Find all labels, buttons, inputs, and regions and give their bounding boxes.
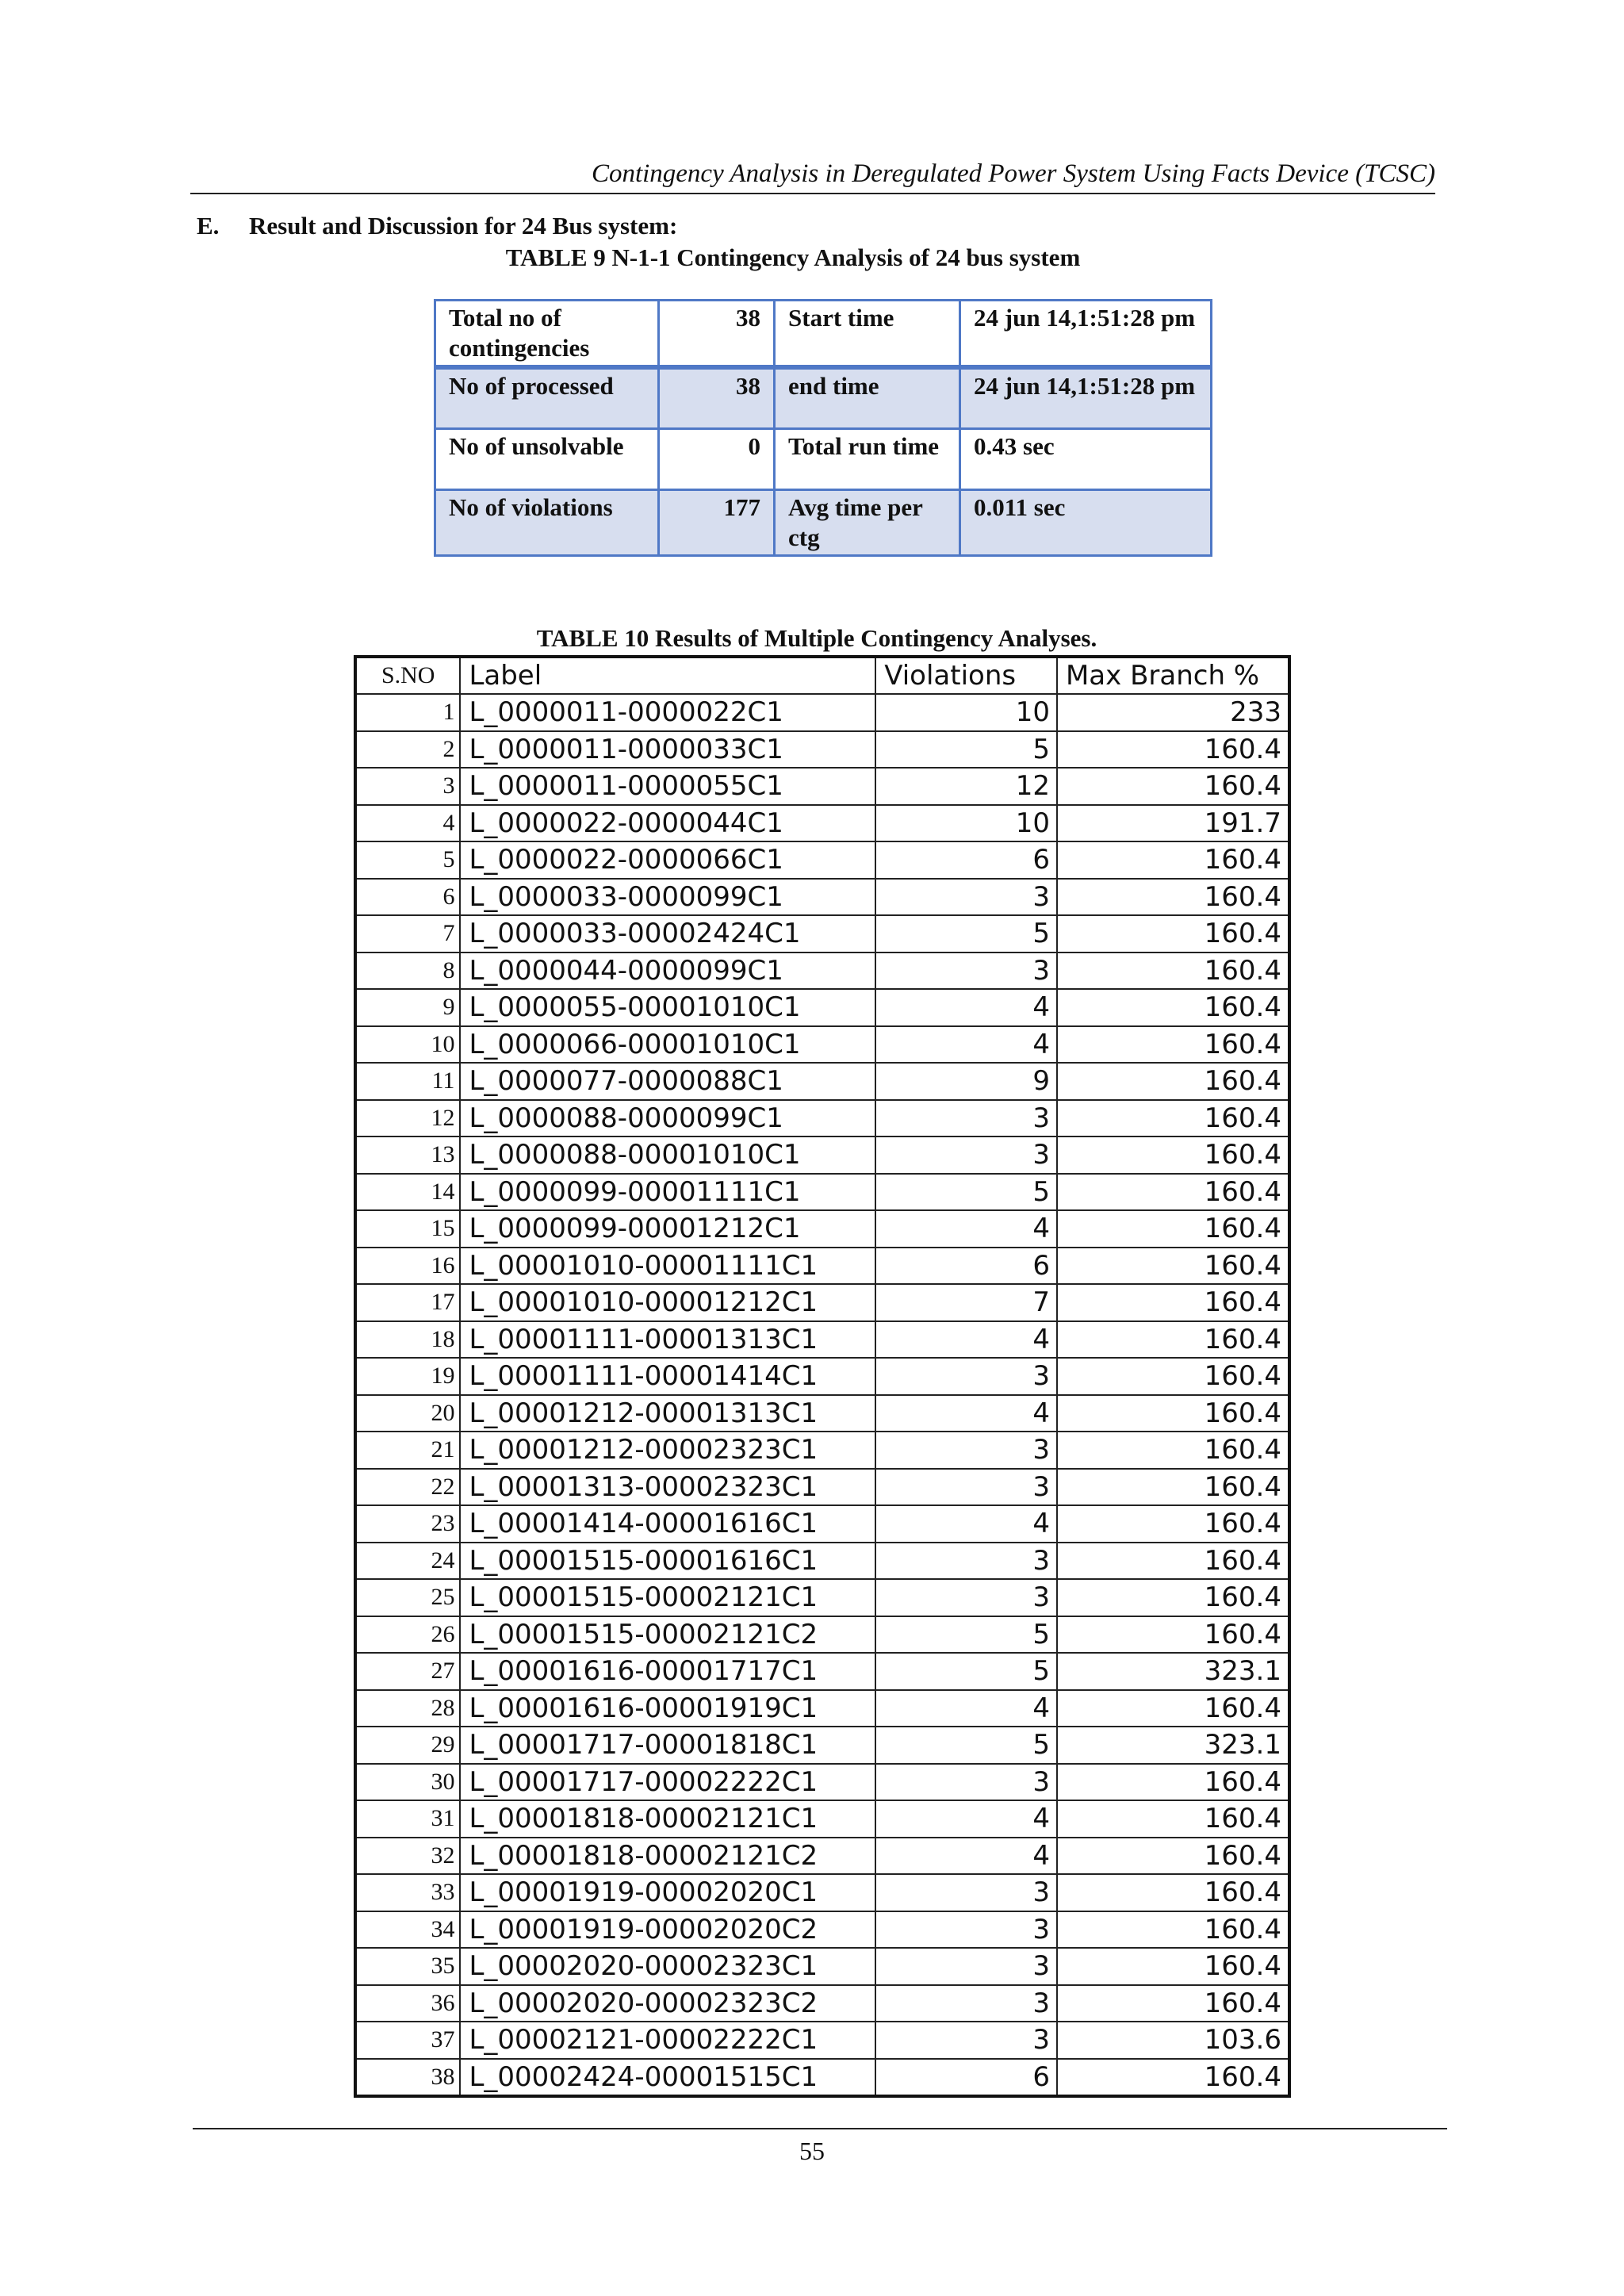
- table-cell: 323.1: [1057, 1653, 1289, 1690]
- table-row: [355, 731, 1289, 769]
- table-cell: 3: [875, 1874, 1057, 1911]
- table-cell: 191.7: [1057, 805, 1289, 842]
- table-cell: 160.4: [1057, 915, 1289, 953]
- table-row: [355, 1543, 1289, 1580]
- table-row: [355, 1395, 1289, 1432]
- table-row: [355, 1911, 1289, 1949]
- table-cell: L_0000022-0000066C1: [460, 841, 875, 879]
- column-header: S.NO: [355, 657, 460, 694]
- table-row: [355, 694, 1289, 731]
- multiple-contingency-results-table: [354, 655, 1291, 2098]
- table-cell: 160.4: [1057, 731, 1289, 769]
- table-cell: L_0000044-0000099C1: [460, 953, 875, 990]
- table-cell: 3: [355, 768, 460, 805]
- table-cell: 3: [875, 1543, 1057, 1580]
- table-cell: 6: [875, 841, 1057, 879]
- table-cell: 103.6: [1057, 2022, 1289, 2059]
- table-cell: L_00001717-00002222C1: [460, 1764, 875, 1801]
- table-cell: L_0000011-0000022C1: [460, 694, 875, 731]
- table-cell: 3: [875, 1432, 1057, 1469]
- table-row: [355, 1026, 1289, 1064]
- table-cell: 11: [355, 1063, 460, 1100]
- summary-row: [435, 367, 1212, 428]
- table-cell: 18: [355, 1321, 460, 1359]
- table-cell: 14: [355, 1174, 460, 1211]
- table-header-row: [355, 657, 1289, 694]
- table-cell: L_0000033-00002424C1: [460, 915, 875, 953]
- table-cell: 160.4: [1057, 1838, 1289, 1875]
- section-heading: [197, 210, 677, 242]
- table-cell: 38: [355, 2059, 460, 2096]
- table-cell: 3: [875, 1137, 1057, 1174]
- table-cell: 35: [355, 1948, 460, 1985]
- table-row: [355, 1137, 1289, 1174]
- table-cell: 160.4: [1057, 1469, 1289, 1506]
- table-cell: 12: [355, 1100, 460, 1137]
- table-cell: 160.4: [1057, 1505, 1289, 1543]
- table-row: [355, 1948, 1289, 1985]
- table-cell: 160.4: [1057, 989, 1289, 1026]
- table-cell: L_00001414-00001616C1: [460, 1505, 875, 1543]
- table-cell: 160.4: [1057, 1321, 1289, 1359]
- table-cell: 5: [875, 1174, 1057, 1211]
- table-cell: L_0000066-00001010C1: [460, 1026, 875, 1064]
- table-cell: 23: [355, 1505, 460, 1543]
- table-cell: 21: [355, 1432, 460, 1469]
- summary-cell: 24 jun 14,1:51:28 pm: [960, 367, 1212, 428]
- table-cell: 3: [875, 1911, 1057, 1949]
- table-cell: L_00002121-00002222C1: [460, 2022, 875, 2059]
- table-cell: L_00001111-00001313C1: [460, 1321, 875, 1359]
- table-row: [355, 1874, 1289, 1911]
- table-row: [355, 2022, 1289, 2059]
- summary-cell: 177: [659, 489, 775, 555]
- table-cell: 4: [875, 1690, 1057, 1727]
- table-cell: 4: [875, 989, 1057, 1026]
- table-cell: 3: [875, 2022, 1057, 2059]
- table-cell: 29: [355, 1727, 460, 1764]
- table-row: [355, 1063, 1289, 1100]
- table-cell: L_0000011-0000055C1: [460, 768, 875, 805]
- table-cell: 160.4: [1057, 1210, 1289, 1248]
- summary-cell: Avg time per ctg: [775, 489, 960, 555]
- table-cell: 3: [875, 1985, 1057, 2022]
- table-cell: 160.4: [1057, 1948, 1289, 1985]
- table-row: [355, 1432, 1289, 1469]
- table-cell: 160.4: [1057, 1100, 1289, 1137]
- table-row: [355, 841, 1289, 879]
- table-cell: 24: [355, 1543, 460, 1580]
- summary-cell: 0.43 sec: [960, 428, 1212, 489]
- table-row: [355, 1100, 1289, 1137]
- table-cell: L_00001919-00002020C2: [460, 1911, 875, 1949]
- table-cell: 4: [875, 1505, 1057, 1543]
- table-cell: L_00002020-00002323C1: [460, 1948, 875, 1985]
- table-cell: 7: [875, 1284, 1057, 1321]
- table-row: [355, 1321, 1289, 1359]
- table-cell: 3: [875, 1100, 1057, 1137]
- section-label: E.: [197, 212, 220, 240]
- table-cell: 4: [355, 805, 460, 842]
- table-cell: 32: [355, 1838, 460, 1875]
- table-cell: 5: [875, 1653, 1057, 1690]
- table-cell: L_0000055-00001010C1: [460, 989, 875, 1026]
- table-cell: L_0000088-0000099C1: [460, 1100, 875, 1137]
- summary-cell: No of processed: [435, 367, 659, 428]
- summary-row: [435, 301, 1212, 368]
- table-cell: L_00002424-00001515C1: [460, 2059, 875, 2096]
- table-cell: L_00001212-00001313C1: [460, 1395, 875, 1432]
- table-cell: L_0000099-00001111C1: [460, 1174, 875, 1211]
- table-cell: 160.4: [1057, 1063, 1289, 1100]
- table-row: [355, 1985, 1289, 2022]
- table-row: [355, 2059, 1289, 2096]
- table-cell: 13: [355, 1137, 460, 1174]
- table-cell: 323.1: [1057, 1727, 1289, 1764]
- table-cell: L_00001010-00001111C1: [460, 1248, 875, 1285]
- table-cell: 20: [355, 1395, 460, 1432]
- table-row: [355, 1174, 1289, 1211]
- table-cell: 160.4: [1057, 879, 1289, 916]
- table-row: [355, 1358, 1289, 1395]
- table-cell: 160.4: [1057, 1137, 1289, 1174]
- table-cell: L_00001010-00001212C1: [460, 1284, 875, 1321]
- table-cell: L_00001616-00001717C1: [460, 1653, 875, 1690]
- table-cell: 17: [355, 1284, 460, 1321]
- summary-cell: Total run time: [775, 428, 960, 489]
- table-cell: L_0000022-0000044C1: [460, 805, 875, 842]
- column-header: Max Branch %: [1057, 657, 1289, 694]
- table-cell: L_00001616-00001919C1: [460, 1690, 875, 1727]
- table-cell: 34: [355, 1911, 460, 1949]
- summary-cell: No of unsolvable: [435, 428, 659, 489]
- table-cell: 3: [875, 953, 1057, 990]
- table-row: [355, 915, 1289, 953]
- table-cell: L_0000099-00001212C1: [460, 1210, 875, 1248]
- table-cell: L_00001313-00002323C1: [460, 1469, 875, 1506]
- table-cell: 160.4: [1057, 768, 1289, 805]
- table-cell: 2: [355, 731, 460, 769]
- table-cell: 30: [355, 1764, 460, 1801]
- table-cell: L_00001515-00001616C1: [460, 1543, 875, 1580]
- table-cell: 160.4: [1057, 1174, 1289, 1211]
- table-cell: 4: [875, 1026, 1057, 1064]
- table-cell: 9: [875, 1063, 1057, 1100]
- table-cell: 160.4: [1057, 953, 1289, 990]
- table-cell: 27: [355, 1653, 460, 1690]
- column-header: Violations: [875, 657, 1057, 694]
- table-cell: 4: [875, 1210, 1057, 1248]
- table-cell: 26: [355, 1616, 460, 1654]
- table-row: [355, 1690, 1289, 1727]
- table-cell: 6: [875, 2059, 1057, 2096]
- table-cell: 10: [875, 805, 1057, 842]
- table-row: [355, 1616, 1289, 1654]
- table-cell: 33: [355, 1874, 460, 1911]
- table-cell: 3: [875, 1764, 1057, 1801]
- table-cell: 3: [875, 1579, 1057, 1616]
- table-cell: 10: [355, 1026, 460, 1064]
- table-cell: 7: [355, 915, 460, 953]
- table-row: [355, 1653, 1289, 1690]
- table-cell: 10: [875, 694, 1057, 731]
- table-cell: L_00001515-00002121C2: [460, 1616, 875, 1654]
- table-cell: L_00001212-00002323C1: [460, 1432, 875, 1469]
- table-cell: 5: [875, 731, 1057, 769]
- summary-cell: No of violations: [435, 489, 659, 555]
- page-number: 55: [799, 2137, 825, 2165]
- table-row: [355, 768, 1289, 805]
- summary-cell: Total no of contingencies: [435, 301, 659, 368]
- summary-cell: 24 jun 14,1:51:28 pm: [960, 301, 1212, 368]
- table-cell: 3: [875, 879, 1057, 916]
- table-cell: 5: [875, 1616, 1057, 1654]
- table-cell: 160.4: [1057, 841, 1289, 879]
- table-cell: 25: [355, 1579, 460, 1616]
- table-row: [355, 1284, 1289, 1321]
- summary-row: [435, 489, 1212, 555]
- table-cell: 31: [355, 1800, 460, 1838]
- table-cell: 3: [875, 1358, 1057, 1395]
- table-cell: 160.4: [1057, 1284, 1289, 1321]
- table-cell: 160.4: [1057, 1579, 1289, 1616]
- table-cell: 160.4: [1057, 1764, 1289, 1801]
- table9-caption: TABLE 9 N-1-1 Contingency Analysis of 24 bus system: [505, 243, 1081, 271]
- table-cell: 160.4: [1057, 1874, 1289, 1911]
- summary-cell: 0.011 sec: [960, 489, 1212, 555]
- table-cell: 8: [355, 953, 460, 990]
- table-cell: 160.4: [1057, 1248, 1289, 1285]
- table-cell: L_00001818-00002121C1: [460, 1800, 875, 1838]
- table-row: [355, 989, 1289, 1026]
- table-cell: L_00001515-00002121C1: [460, 1579, 875, 1616]
- summary-cell: 38: [659, 367, 775, 428]
- table-cell: 19: [355, 1358, 460, 1395]
- table-cell: 160.4: [1057, 1616, 1289, 1654]
- table-row: [355, 1248, 1289, 1285]
- table-row: [355, 1210, 1289, 1248]
- table-cell: 160.4: [1057, 1543, 1289, 1580]
- table-row: [355, 1505, 1289, 1543]
- table-cell: 160.4: [1057, 1911, 1289, 1949]
- table-cell: 4: [875, 1838, 1057, 1875]
- table-cell: 6: [355, 879, 460, 916]
- running-head: Contingency Analysis in Deregulated Power System Using Facts Device (TCSC): [591, 159, 1435, 188]
- table-cell: 160.4: [1057, 1358, 1289, 1395]
- table-cell: 160.4: [1057, 1432, 1289, 1469]
- table-cell: 160.4: [1057, 1800, 1289, 1838]
- table-cell: 6: [875, 1248, 1057, 1285]
- table-cell: 160.4: [1057, 1690, 1289, 1727]
- table-cell: L_00001818-00002121C2: [460, 1838, 875, 1875]
- table-cell: 28: [355, 1690, 460, 1727]
- table-cell: 15: [355, 1210, 460, 1248]
- table-cell: 3: [875, 1469, 1057, 1506]
- summary-cell: end time: [775, 367, 960, 428]
- table-cell: 5: [875, 1727, 1057, 1764]
- table-cell: 36: [355, 1985, 460, 2022]
- table-cell: 12: [875, 768, 1057, 805]
- footer-rule: [193, 2128, 1447, 2129]
- table-cell: 37: [355, 2022, 460, 2059]
- summary-cell: Start time: [775, 301, 960, 368]
- table-cell: 16: [355, 1248, 460, 1285]
- table-cell: 5: [875, 915, 1057, 953]
- table-cell: L_0000011-0000033C1: [460, 731, 875, 769]
- contingency-summary-table: [434, 299, 1212, 557]
- section-title: Result and Discussion for 24 Bus system:: [249, 212, 678, 240]
- table-cell: L_00001919-00002020C1: [460, 1874, 875, 1911]
- table10-caption: TABLE 10 Results of Multiple Contingency Analyses.: [536, 624, 1097, 652]
- table-cell: 22: [355, 1469, 460, 1506]
- table-cell: L_00001717-00001818C1: [460, 1727, 875, 1764]
- table-cell: 160.4: [1057, 1985, 1289, 2022]
- summary-cell: 38: [659, 301, 775, 368]
- table-row: [355, 1727, 1289, 1764]
- table-cell: L_0000077-0000088C1: [460, 1063, 875, 1100]
- table-cell: 4: [875, 1395, 1057, 1432]
- table-cell: 9: [355, 989, 460, 1026]
- header-rule: [190, 193, 1435, 194]
- table-cell: L_0000033-0000099C1: [460, 879, 875, 916]
- summary-cell: 0: [659, 428, 775, 489]
- table-cell: L_00002020-00002323C2: [460, 1985, 875, 2022]
- table-row: [355, 805, 1289, 842]
- table-cell: 4: [875, 1800, 1057, 1838]
- summary-row: [435, 428, 1212, 489]
- table-cell: 160.4: [1057, 1026, 1289, 1064]
- table-row: [355, 1800, 1289, 1838]
- table-row: [355, 953, 1289, 990]
- table-row: [355, 1579, 1289, 1616]
- table-cell: 4: [875, 1321, 1057, 1359]
- table-row: [355, 1469, 1289, 1506]
- table-row: [355, 1838, 1289, 1875]
- table-cell: 233: [1057, 694, 1289, 731]
- table-cell: 5: [355, 841, 460, 879]
- table-cell: 160.4: [1057, 2059, 1289, 2096]
- column-header: Label: [460, 657, 875, 694]
- table-cell: L_0000088-00001010C1: [460, 1137, 875, 1174]
- table-row: [355, 1764, 1289, 1801]
- table-cell: 160.4: [1057, 1395, 1289, 1432]
- table-cell: 3: [875, 1948, 1057, 1985]
- table-row: [355, 879, 1289, 916]
- table-cell: L_00001111-00001414C1: [460, 1358, 875, 1395]
- table-cell: 1: [355, 694, 460, 731]
